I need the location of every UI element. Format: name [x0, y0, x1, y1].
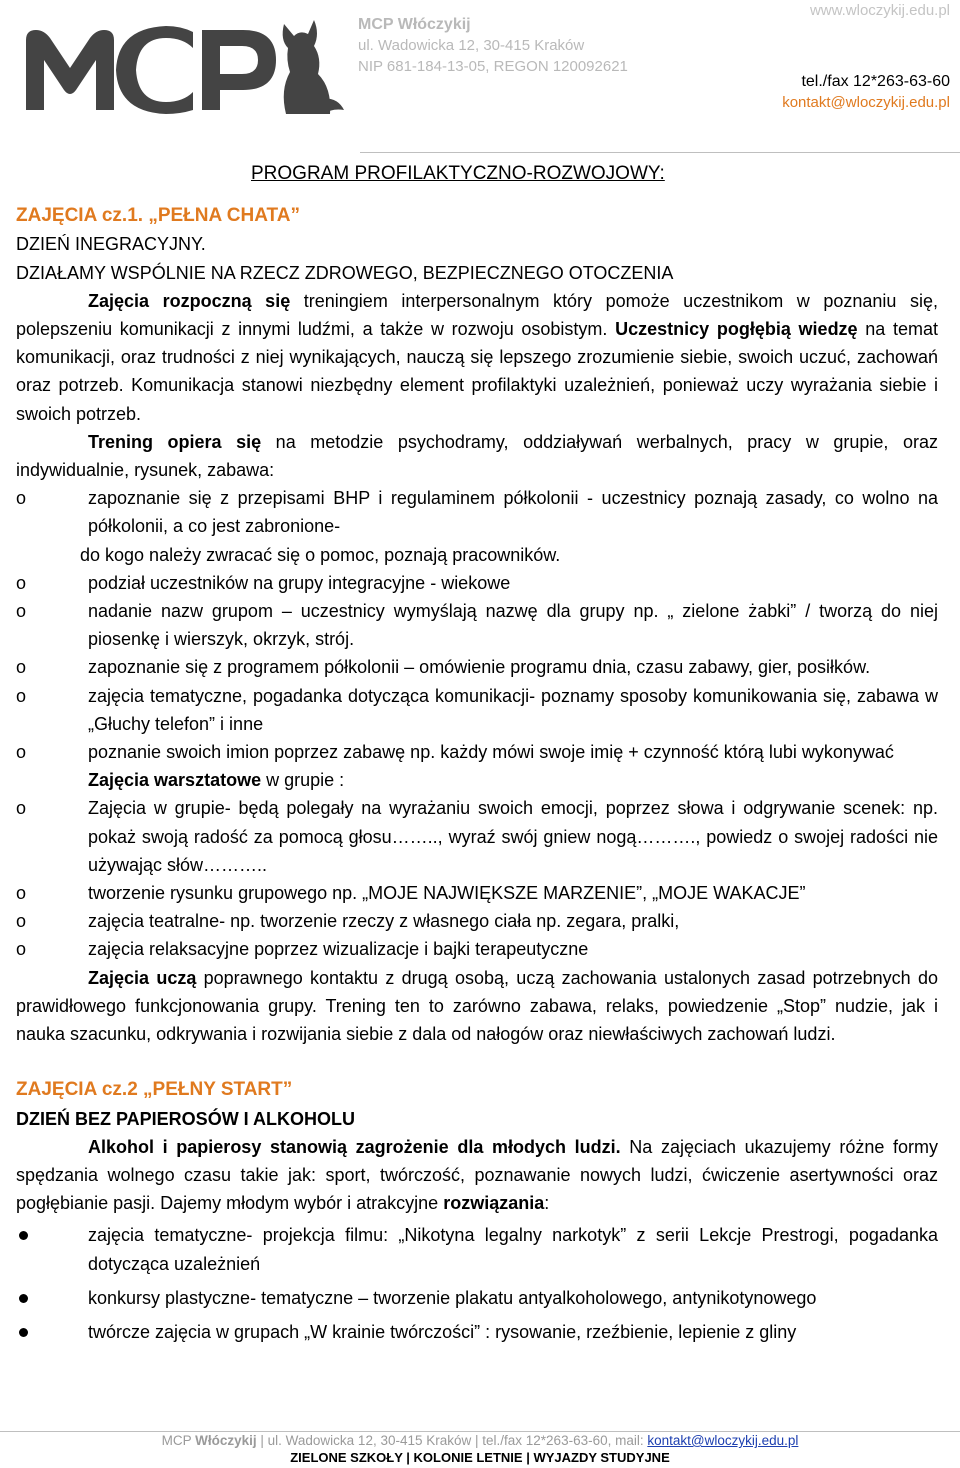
header-divider: [360, 152, 960, 153]
footer-contact: MCP Włóczykij | ul. Wadowicka 12, 30-415 Kraków | tel./fax 12*263-63-60, mail: kontakt@wloczykij.edu.pl: [161, 1433, 799, 1448]
footer: [0, 1432, 960, 1466]
document-body: [16, 160, 938, 1346]
list-item: konkursy plastyczne- tematyczne – tworzenie plakatu antyalkoholowego, antynikotynowego: [16, 1284, 938, 1312]
list-item: o zajęcia relaksacyjne poprzez wizualizacje i bajki terapeutyczne: [16, 939, 589, 960]
list-item-continuation: do kogo należy zwracać się o pomoc, poznają pracowników.: [80, 544, 561, 565]
section1-paragraph2: Trening opiera się na metodzie psychodramy, oddziaływań werbalnych, pracy w grupie, oraz indywidualnie, rysunek, zabawa:: [16, 431, 938, 481]
phone-number: tel./fax 12*263-63-60: [801, 73, 950, 90]
list-item: o podział uczestników na grupy integracyjne - wiekowe: [16, 572, 511, 593]
list-item: o zapoznanie się z programem półkolonii – omówienie programu dnia, czasu zabawy, gier, posiłków.: [16, 657, 871, 678]
section2-day: DZIEŃ BEZ PAPIEROSÓW I ALKOHOLU: [16, 1108, 356, 1129]
list-item: o Zajęcia w grupie- będą polegały na wyrażaniu swoich emocji, poprzez słowa i odgrywanie scenek: np. pokaż swoją radość za pomocą głosu…….., wyraź swój gniew nogą………., powiedz o swojej radości nie używając słów………..: [16, 798, 938, 875]
letterhead: [0, 0, 960, 130]
list-item: o poznanie swoich imion poprzez zabawę np. każdy mówi swoje imię + czynność którą lubi wykonywać: [16, 742, 894, 763]
page-title: PROGRAM PROFILAKTYCZNO-ROZWOJOWY:: [251, 163, 665, 184]
website-link[interactable]: www.wloczykij.edu.pl: [809, 2, 950, 19]
company-info: [358, 14, 628, 77]
section1-heading: ZAJĘCIA cz.1. „PEŁNA CHATA”: [16, 205, 300, 227]
workshop-heading: Zajęcia warsztatowe w grupie :: [88, 770, 345, 791]
mcp-logo-icon: [18, 10, 348, 120]
list-item: o zajęcia teatralne- np. tworzenie rzeczy z własnego ciała np. zegara, pralki,: [16, 911, 680, 932]
section1-day: DZIEŃ INEGRACYJNY.: [16, 234, 206, 255]
list-item: o zapoznanie się z przepisami BHP i regulaminem półkolonii - uczestnicy poznają zasady, co wolno na półkolonii, a co jest zabronione-: [16, 488, 938, 537]
section1-motto: DZIAŁAMY WSPÓLNIE NA RZECZ ZDROWEGO, BEZPIECZNEGO OTOCZENIA: [16, 262, 674, 283]
list-item: o zajęcia tematyczne, pogadanka dotycząca komunikacji- poznamy sposoby komunikowania się, zabawa w „Głuchy telefon” i inne: [16, 685, 938, 734]
footer-email-link[interactable]: kontakt@wloczykij.edu.pl: [647, 1433, 799, 1448]
section2-heading: ZAJĘCIA cz.2 „PEŁNY START”: [16, 1079, 293, 1101]
footer-tagline: ZIELONE SZKOŁY | KOLONIE LETNIE | WYJAZDY STUDYJNE: [290, 1450, 670, 1465]
list-item: twórcze zajęcia w grupach „W krainie twórczości” : rysowanie, rzeźbienie, lepienie z gliny: [16, 1318, 938, 1346]
section1-paragraph3: Zajęcia uczą poprawnego kontaktu z drugą osobą, uczą zachowania ustalonych zasad potrzebnych do prawidłowego funkcjonowania grupy. Trening ten to zarówno zabawa, relaks, powiedzenie „Stop” nudzie, jak i nauka szacunku, odkrywania i rozwijania siebie z dala od nałogów oraz niewłaściwych zachowań ludzi.: [16, 967, 939, 1045]
section1-list: [16, 484, 938, 963]
list-item: zajęcia tematyczne- projekcja filmu: „Nikotyna legalny narkotyk” z serii Lekcje Prestrogi, pogadanka dotycząca uzależnień: [16, 1221, 938, 1277]
list-item: o tworzenie rysunku grupowego np. „MOJE NAJWIĘKSZE MARZENIE”, „MOJE WAKACJE”: [16, 883, 806, 904]
list-item: o nadanie nazw grupom – uczestnicy wymyślają nazwę dla grupy np. „ zielone żabki” / tworzą do niej piosenkę i wierszyk, okrzyk, strój.: [16, 601, 938, 650]
company-address: ul. Wadowicka 12, 30-415 Kraków: [358, 37, 585, 54]
company-name: MCP Włóczykij: [358, 16, 471, 33]
contact-info: [782, 0, 950, 113]
section2-paragraph1: Alkohol i papierosy stanowią zagrożenie dla młodych ludzi. Na zajęciach ukazujemy różne formy spędzania wolnego czasu takie jak: sport, twórczość, poznawanie nowych ludzi, ćwiczenie asertywności oraz pogłębianie pasji. Dajemy młodym wybór i atrakcyjne rozwiązania:: [16, 1136, 939, 1214]
email-link[interactable]: kontakt@wloczykij.edu.pl: [782, 94, 950, 111]
company-registry: NIP 681-184-13-05, REGON 120092621: [358, 58, 628, 75]
section2-list: [16, 1221, 938, 1346]
section1-paragraph1: Zajęcia rozpoczną się treningiem interpersonalnym który pomoże uczestnikom w poznaniu się, polepszeniu komunikacji z innymi ludźmi, a także w rozwoju osobistym. Uczestnicy pogłębią wiedzę na temat komunikacji, oraz trudności z niej wynikających, nauczą się lepszego zrozumienie siebie, swoich uczuć, zachowań oraz potrzeb. Komunikacja stanowi niezbędny element profilaktyki uzależnień, ponieważ uczy wyrażania siebie i swoich potrzeb.: [16, 290, 938, 424]
